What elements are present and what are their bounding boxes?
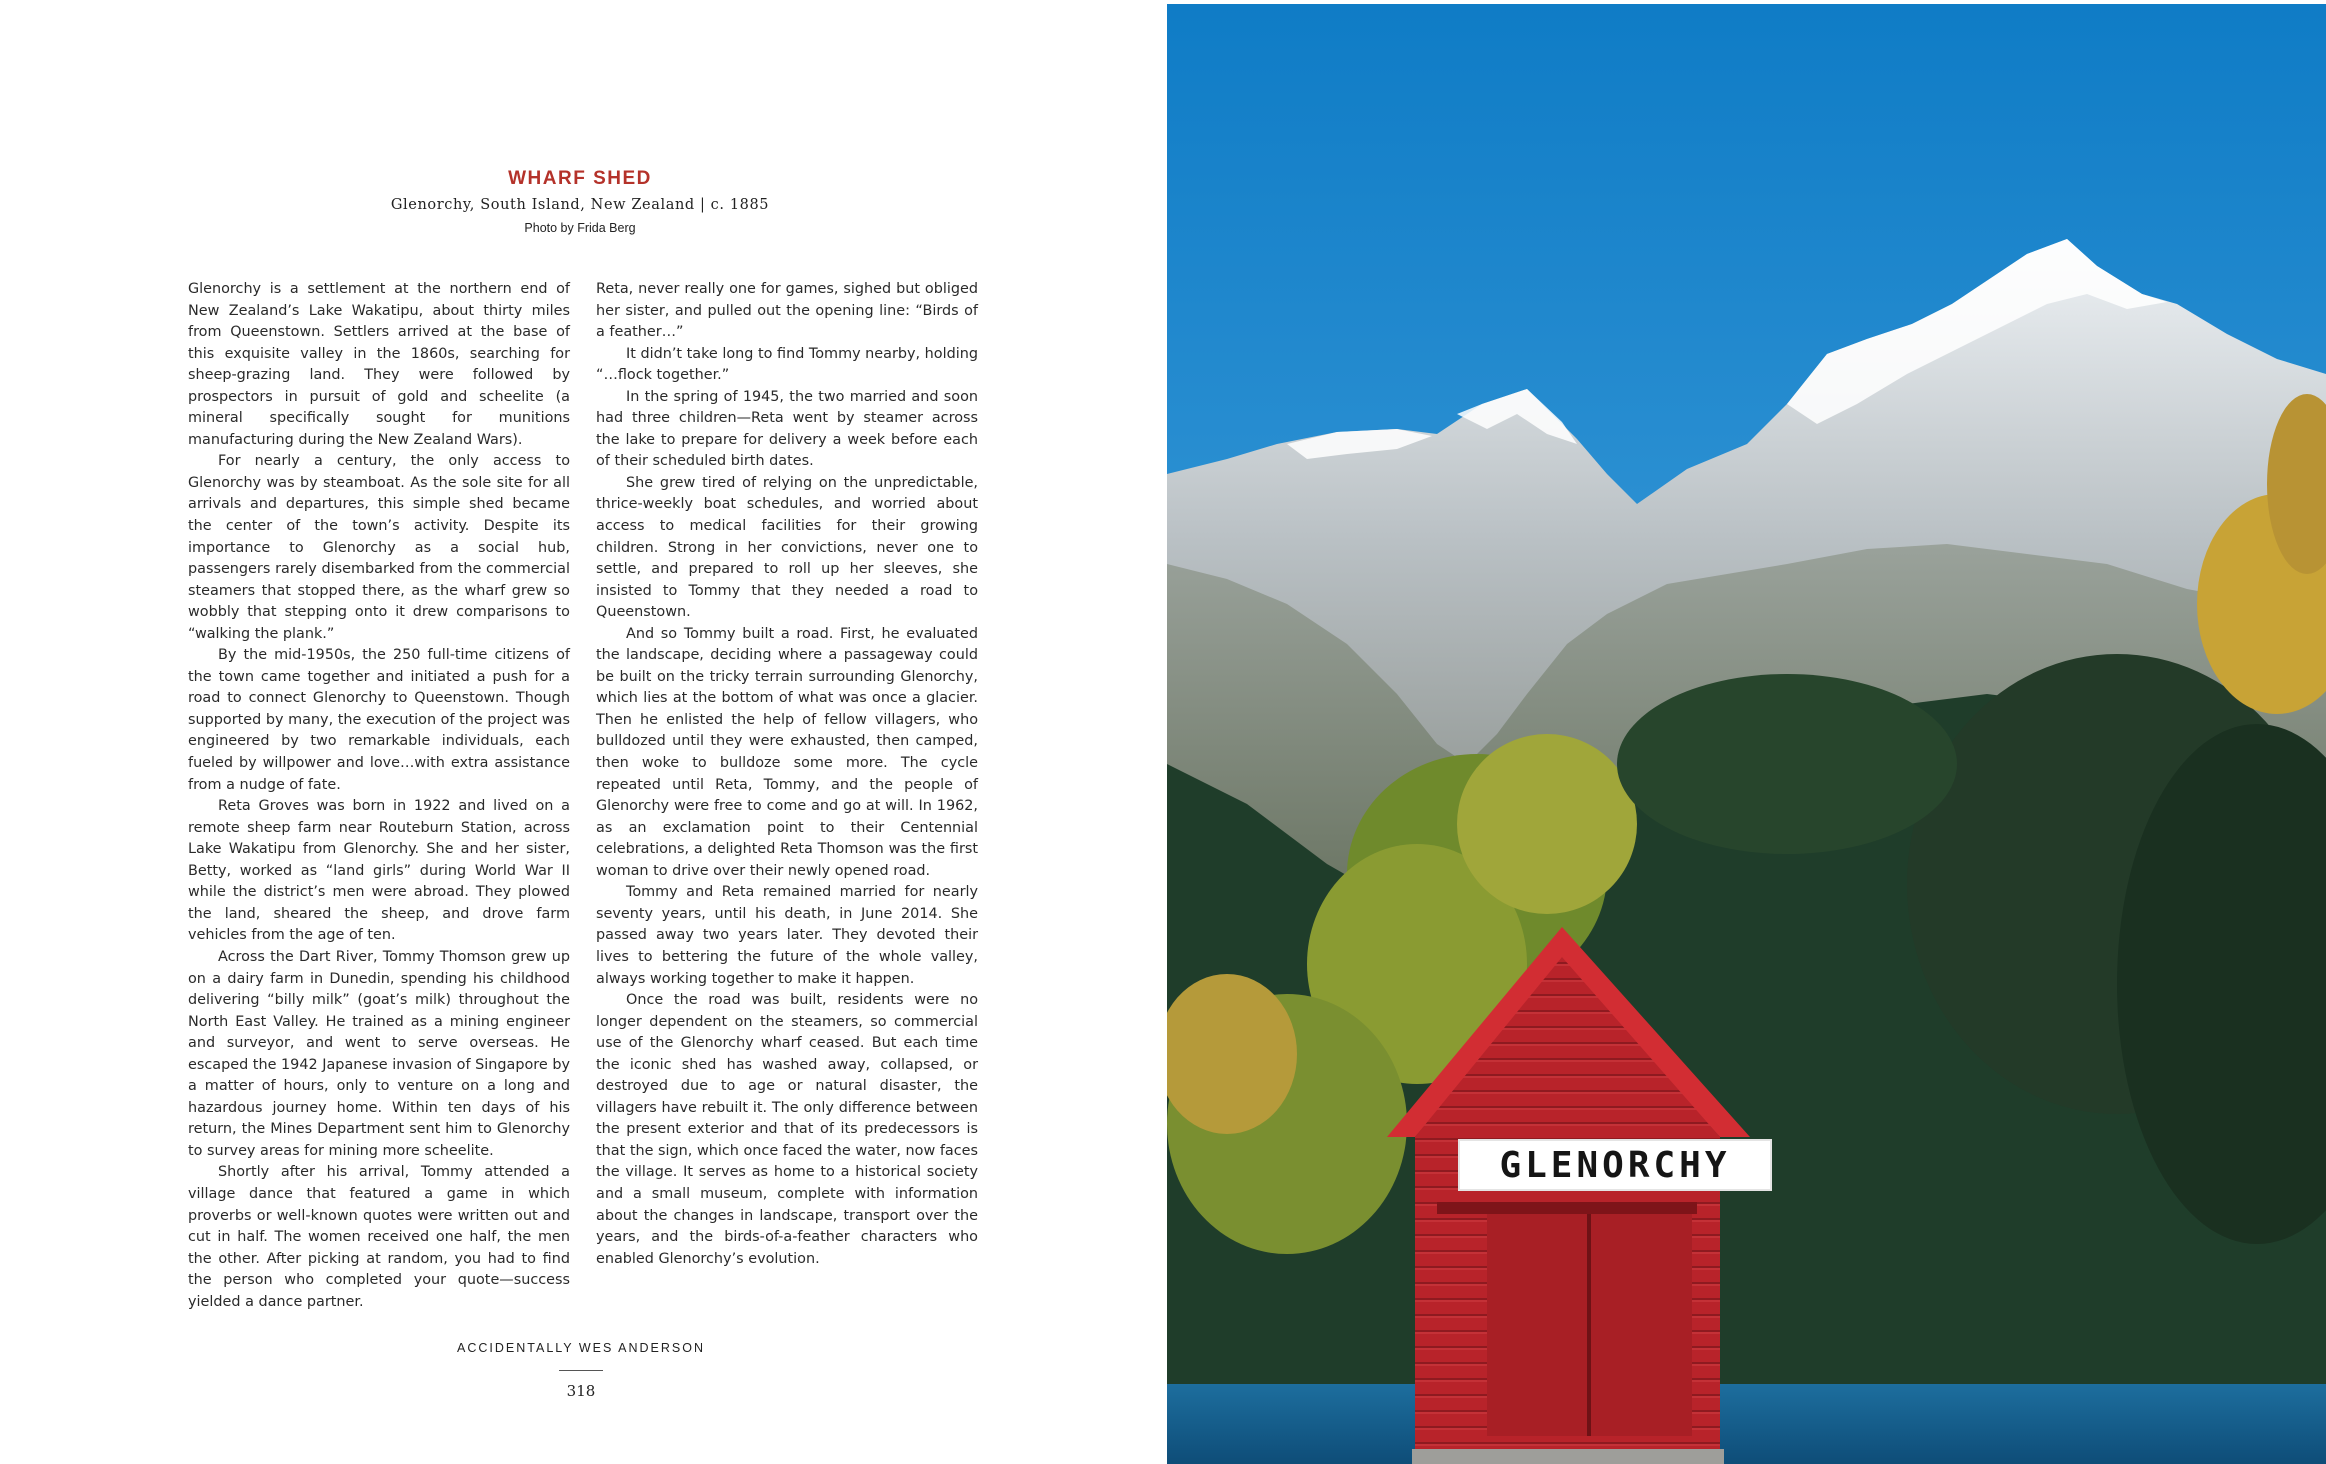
paragraph: In the spring of 1945, the two married and soon had three children—Reta went by steamer across the lake to prepare for delivery a week before each of their scheduled birth dates. [596,388,978,470]
glenorchy-photo [1167,4,2326,1464]
photo-illustration [1167,4,2326,1464]
article-location: Glenorchy, South Island, New Zealand | c. 1885 [390,197,770,213]
paragraph: Glenorchy is a settlement at the northern end of New Zealand’s Lake Wakatipu, about thirty miles from Queenstown. Settlers arrived at the base of this exquisite valley in the 1860s, searching for sheep-grazing land. They were followed by prospectors in pursuit of gold and scheelite (a mineral specifically sought for munitions manufacturing during the New Zealand Wars). [188,281,570,448]
article-title: WHARF SHED [508,168,652,189]
paragraph: Tommy and Reta remained married for nearly seventy years, until his death, in June 2014. She passed away two years later. They devoted their lives to bettering the future of the whole valley, always working together to make it happen. [596,884,978,987]
book-title: ACCIDENTALLY WES ANDERSON [457,1341,705,1355]
paragraph: Reta Groves was born in 1922 and lived on a remote sheep farm near Routeburn Station, across Lake Wakatipu from Glenorchy. She and her sister, Betty, worked as “land girls” during World War II while the district’s men were abroad. They plowed the land, sheared the sheep, and drove farm vehicles from the age of ten. [188,798,570,944]
photo-credit: Photo by Frida Berg [524,221,636,235]
paragraph: By the mid-1950s, the 250 full-time citizens of the town came together and initiated a push for a road to connect Glenorchy to Queenstown. Though supported by many, the execution of the project was engineered by two remarkable individuals, each fueled by willpower and love…with extra assistance from a nudge of fate. [188,647,570,793]
footer-divider [559,1370,603,1371]
paragraph: Reta, never really one for games, sighed but obliged her sister, and pulled out the opening line: “Birds of a feather…” [596,281,978,341]
shed-sign-text: GLENORCHY [1499,1145,1731,1186]
text-column-right [596,279,978,1270]
text-column-left [188,279,570,1313]
paragraph: It didn’t take long to find Tommy nearby, holding “…flock together.” [596,345,978,384]
paragraph: She grew tired of relying on the unpredictable, thrice-weekly boat schedules, and worried about access to medical facilities for their growing children. Strong in her convictions, never one to settle, and prepared to roll up her sleeves, she insisted to Tommy that they needed a road to Queenstown. [596,474,978,621]
shed-sign [1459,1140,1771,1190]
paragraph: For nearly a century, the only access to Glenorchy was by steamboat. As the sole site for all arrivals and departures, this simple shed became the center of the town’s activity. Despite its importance to Glenorchy as a social hub, passengers rarely disembarked from the commercial steamers that stopped there, as the wharf grew so wobbly that stepping onto it drew comparisons to “walking the plank.” [188,453,570,642]
paragraph: And so Tommy built a road. First, he evaluated the landscape, deciding where a passageway could be built on the tricky terrain surrounding Glenorchy, which lies at the bottom of what was once a glacier. Then he enlisted the help of fellow villagers, who bulldozed until they were exhausted, then camped, then woke to bulldoze some more. The cycle repeated until Reta, Tommy, and the people of Glenorchy were free to come and go at will. In 1962, as an exclamation point to their Centennial celebrations, a delighted Reta Thomson was the first woman to drive over their newly opened road. [596,625,978,879]
paragraph: Once the road was built, residents were no longer dependent on the steamers, so commercial use of the Glenorchy wharf ceased. But each time the iconic shed has washed away, collapsed, or destroyed due to age or natural disaster, the villagers have rebuilt it. The only difference between the present exterior and that of its predecessors is that the sign, which once faced the water, now faces the village. It serves as home to a historical society and a small museum, complete with information about the changes in landscape, transport over the years, and the birds-of-a-feather characters who enabled Glenorchy’s evolution. [596,992,978,1267]
lake [1167,1384,2326,1464]
paragraph: Across the Dart River, Tommy Thomson grew up on a dairy farm in Dunedin, spending his childhood delivering “billy milk” (goat’s milk) throughout the North East Valley. He trained as a mining engineer and surveyor, and went to serve overseas. He escaped the 1942 Japanese invasion of Singapore by a matter of hours, only to venture on a long and hazardous journey home. Within ten days of his return, the Mines Department sent him to Glenorchy to survey areas for mining more scheelite. [188,948,570,1159]
page-number: 318 [566,1382,596,1400]
paragraph: Shortly after his arrival, Tommy attended a village dance that featured a game in which proverbs or well-known quotes were written out and cut in half. The women received one half, the men the other. After picking at random, you had to find the person who completed your quote—success yielded a dance partner. [188,1164,570,1310]
article-header [185,168,975,235]
